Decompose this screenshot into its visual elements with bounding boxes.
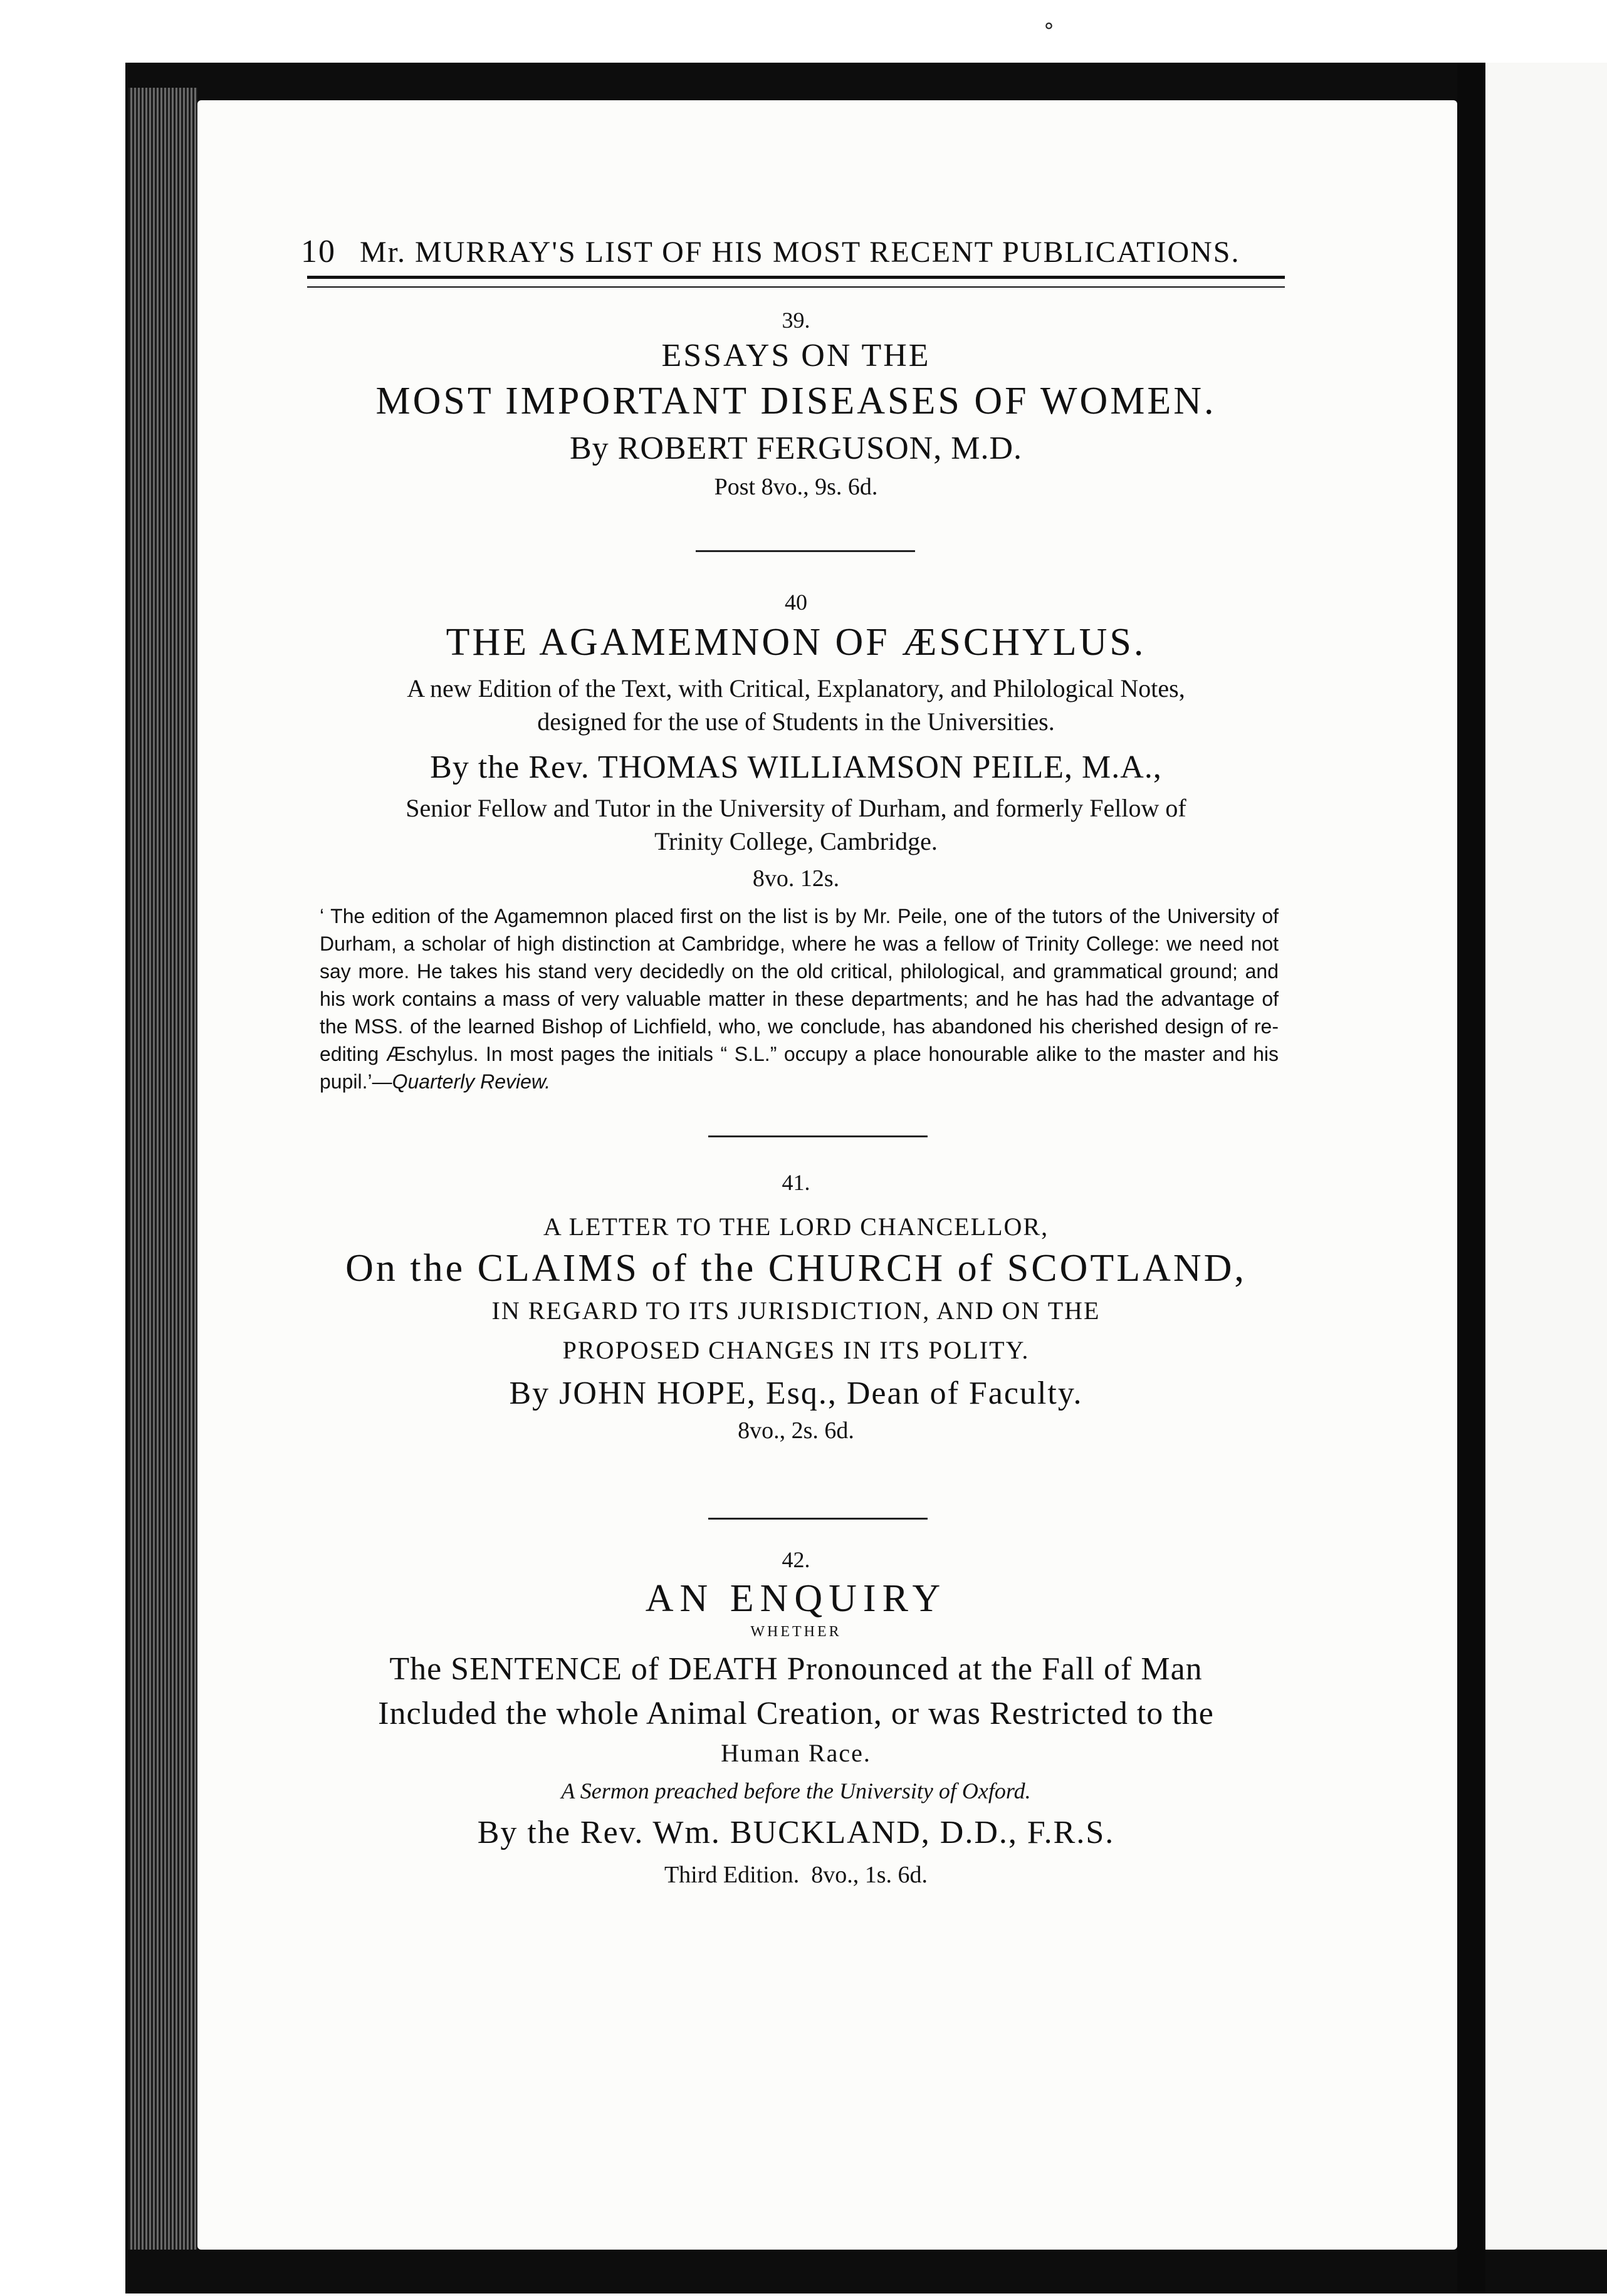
entry-description-line: A new Edition of the Text, with Critical, Explanatory, and Philological Notes, [407,674,1185,702]
running-head [301,233,1291,270]
entry-number: 41. [782,1170,810,1195]
entry-42 [301,1547,1291,1889]
entry-author: By the Rev. THOMAS WILLIAMSON PEILE, M.A., [430,749,1162,785]
entry-edition-price [301,1861,1291,1889]
entry-title-line: On the CLAIMS of the CHURCH of SCOTLAND, [345,1247,1247,1290]
entry-price: 8vo., 2s. 6d. [738,1417,854,1444]
book-gutter [1457,63,1485,2293]
separator-rule [708,1135,928,1137]
review-quote-text: ‘ The edition of the Agamemnon placed first on the list is by Mr. Peile, one of the tutors of the University of Durham, a scholar of high distinction at Cambridge, where he was a fellow of Trinity College: we need not say more. He takes his stand very decidedly on the old critical, philological, and grammatical ground; and his work contains a mass of very valuable matter in these departments; and he has had the advantage of the MSS. of the learned Bishop of Lichfield, who, we conclude, has abandoned his cherished design of re-editing Æschylus. In most pages the initials “ S.L.” occupy a place honourable alike to the master and his pupil.’— [320,905,1279,1093]
entry-title-line: Human Race. [721,1739,871,1767]
entry-title-line: IN REGARD TO ITS JURISDICTION, AND ON THE [491,1297,1101,1325]
running-head-title: Mr. MURRAY'S LIST OF HIS MOST RECENT PUBLICATIONS. [360,236,1240,269]
entry-price: Post 8vo., 9s. 6d. [714,474,878,500]
entry-price: 8vo., 1s. 6d. [811,1862,928,1888]
entry-number: 42. [782,1547,810,1572]
entry-author: By JOHN HOPE, Esq., Dean of Faculty. [509,1375,1083,1411]
entry-40 [301,589,1291,1095]
separator-rule [708,1518,928,1520]
entry-description-line: designed for the use of Students in the Universities. [537,707,1055,736]
entry-edition: Third Edition. [664,1862,800,1888]
entry-subtitle: WHETHER [750,1624,842,1640]
entry-39 [301,307,1291,501]
entry-title-line: MOST IMPORTANT DISEASES OF WOMEN. [375,380,1217,422]
facing-page-edge [1485,63,1607,2250]
entry-title: THE AGAMEMNON OF ÆSCHYLUS. [446,621,1146,664]
separator-rule [696,550,915,552]
entry-price: 8vo. 12s. [752,865,840,892]
entry-title-line: The SENTENCE of DEATH Pronounced at the Fall of Man [389,1651,1203,1687]
page-number: 10 [301,234,336,269]
entry-affiliation-line: Senior Fellow and Tutor in the University of Durham, and formerly Fellow of [406,794,1186,822]
entry-author: By the Rev. Wm. BUCKLAND, D.D., F.R.S. [477,1815,1115,1850]
entry-title: AN ENQUIRY [645,1577,947,1620]
entry-sermon-note: A Sermon preached before the University of Oxford. [561,1778,1031,1803]
review-quote-source: Quarterly Review. [392,1070,551,1093]
entry-number: 40 [785,590,807,615]
scan-mark: ° [1044,19,1054,44]
entry-title-line: A LETTER TO THE LORD CHANCELLOR, [543,1213,1049,1241]
entry-number: 39. [782,308,810,333]
entry-author: By ROBERT FERGUSON, M.D. [569,430,1023,466]
entry-affiliation-line: Trinity College, Cambridge. [654,827,938,855]
page-stack-edges [128,88,197,2250]
review-quote [320,902,1279,1095]
entry-title-line: ESSAYS ON THE [661,338,931,373]
entry-title-line: Included the whole Animal Creation, or was Restricted to the [378,1696,1214,1731]
entry-title-line: PROPOSED CHANGES IN ITS POLITY. [562,1336,1030,1364]
header-double-rule [307,276,1285,288]
entry-41 [301,1169,1291,1444]
